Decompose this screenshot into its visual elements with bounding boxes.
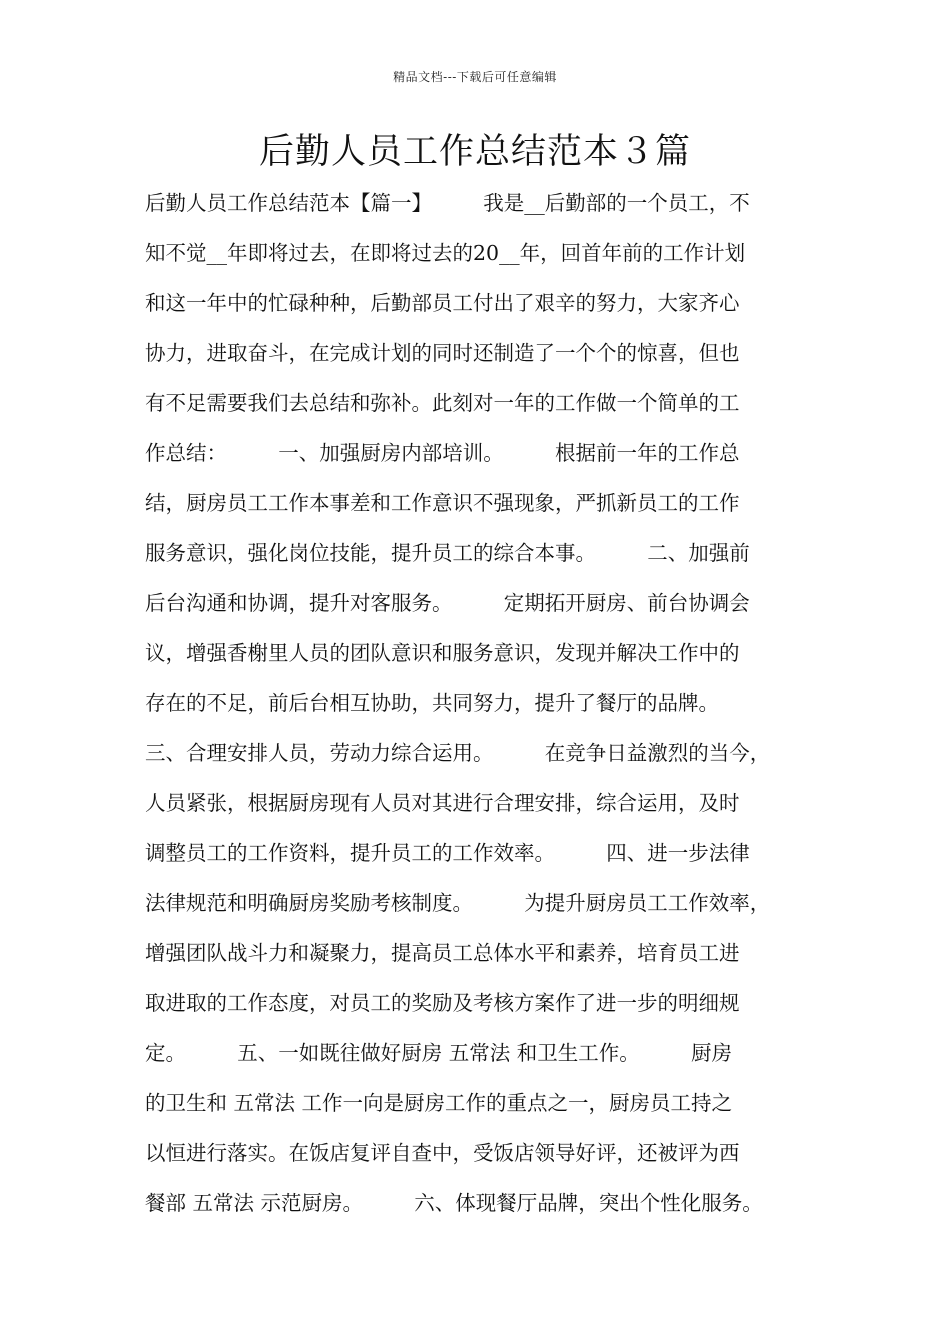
body-line: 增强团队战斗力和凝聚力，提高员工总体水平和素养，培育员工进	[145, 941, 740, 965]
body-line: 结，厨房员工工作本事差和工作意识不强现象，严抓新员工的工作	[145, 491, 740, 515]
body-line: 有不足需要我们去总结和弥补。此刻对一年的工作做一个简单的工	[145, 391, 740, 415]
body-line: 法律规范和明确厨房奖励考核制度。 为提升厨房员工工作效率，	[145, 891, 771, 915]
body-line: 作总结： 一、加强厨房内部培训。 根据前一年的工作总	[145, 441, 740, 465]
body-line: 服务意识，强化岗位技能，提升员工的综合本事。 二、加强前	[145, 541, 750, 565]
body-line: 议，增强香榭里人员的团队意识和服务意识，发现并解决工作中的	[145, 641, 740, 665]
body-line: 人员紧张，根据厨房现有人员对其进行合理安排，综合运用，及时	[145, 791, 740, 815]
body-line: 协力，进取奋斗，在完成计划的同时还制造了一个个的惊喜，但也	[145, 341, 740, 365]
body-line: 后勤人员工作总结范本【篇一】 我是__后勤部的一个员工，不	[145, 191, 750, 215]
body-line: 存在的不足，前后台相互协助，共同努力，提升了餐厅的品牌。	[145, 691, 719, 715]
body-line: 知不觉__年即将过去，在即将过去的20__年，回首年前的工作计划	[145, 241, 746, 265]
body-line: 取进取的工作态度，对员工的奖励及考核方案作了进一步的明细规	[145, 991, 740, 1015]
body-line: 后台沟通和协调，提升对客服务。 定期拓开厨房、前台协调会	[145, 591, 750, 615]
body-line: 和这一年中的忙碌种种，后勤部员工付出了艰辛的努力，大家齐心	[145, 291, 740, 315]
body-line: 调整员工的工作资料，提升员工的工作效率。 四、进一步法律	[145, 841, 750, 865]
body-line: 的卫生和 五常法 工作一向是厨房工作的重点之一，厨房员工持之	[145, 1091, 733, 1115]
document-title: 后勤人员工作总结范本３篇	[258, 132, 691, 172]
body-line: 三、合理安排人员，劳动力综合运用。 在竞争日益激烈的当今，	[145, 741, 771, 765]
page-header-note: 精品文档---下载后可任意编辑	[393, 70, 557, 84]
body-line: 定。 五、一如既往做好厨房 五常法 和卫生工作。 厨房	[145, 1041, 733, 1065]
body-line: 以恒进行落实。在饭店复评自查中，受饭店领导好评，还被评为西	[145, 1141, 740, 1165]
document-body	[145, 178, 825, 1228]
body-line: 餐部 五常法 示范厨房。 六、体现餐厅品牌，突出个性化服务。	[145, 1191, 763, 1215]
